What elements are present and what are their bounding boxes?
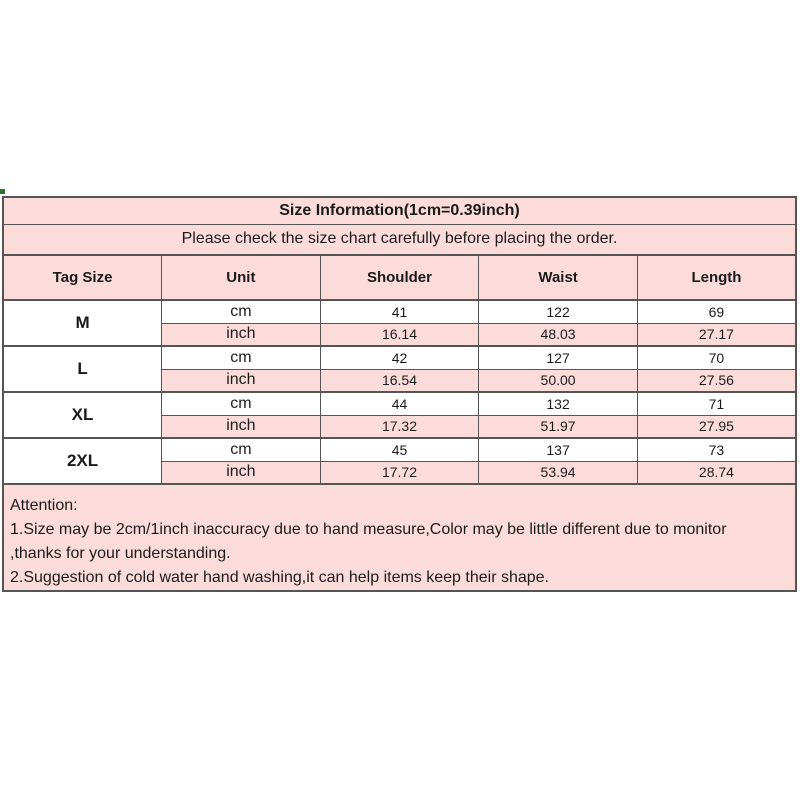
- m-cm-shoulder-value: 41: [320, 300, 479, 323]
- column-header-length: Length: [637, 255, 796, 300]
- 2xl-cm-waist-value: 137: [479, 438, 638, 461]
- l-inch-length-value: 27.56: [637, 369, 796, 392]
- tag-size-m-cell: M: [3, 300, 162, 346]
- l-inch-waist-value: 50.00: [479, 369, 638, 392]
- attention-line-1: 1.Size may be 2cm/1inch inaccuracy due to hand measure,Color may be little different due to monitor: [10, 521, 727, 538]
- attention-note: [2, 485, 797, 592]
- size-chart-title: Size Information(1cm=0.39inch): [3, 197, 796, 224]
- xl-inch-waist-value: 51.97: [479, 415, 638, 438]
- unit-inch-cell: inch: [162, 415, 321, 438]
- tag-size-xl-cell: XL: [3, 392, 162, 438]
- unit-cm-cell: cm: [162, 438, 321, 461]
- m-cm-length-value: 69: [637, 300, 796, 323]
- attention-heading: Attention:: [10, 497, 78, 514]
- unit-inch-cell: inch: [162, 461, 321, 484]
- unit-cm-cell: cm: [162, 300, 321, 323]
- unit-inch-cell: inch: [162, 323, 321, 346]
- table-row-2xl-cm: [3, 438, 796, 461]
- title-row: [3, 197, 796, 224]
- tag-size-l-cell: L: [3, 346, 162, 392]
- m-cm-waist-value: 122: [479, 300, 638, 323]
- table-row-l-cm: [3, 346, 796, 369]
- l-cm-waist-value: 127: [479, 346, 638, 369]
- l-cm-shoulder-value: 42: [320, 346, 479, 369]
- l-inch-shoulder-value: 16.54: [320, 369, 479, 392]
- m-inch-waist-value: 48.03: [479, 323, 638, 346]
- size-chart-subtitle: Please check the size chart carefully before placing the order.: [3, 224, 796, 255]
- unit-cm-cell: cm: [162, 392, 321, 415]
- 2xl-cm-shoulder-value: 45: [320, 438, 479, 461]
- size-chart-sheet: [2, 196, 797, 592]
- 2xl-cm-length-value: 73: [637, 438, 796, 461]
- tag-size-2xl-cell: 2XL: [3, 438, 162, 484]
- attention-line-2: ,thanks for your understanding.: [10, 545, 231, 562]
- unit-cm-cell: cm: [162, 346, 321, 369]
- column-header-waist: Waist: [479, 255, 638, 300]
- subtitle-row: [3, 224, 796, 255]
- 2xl-inch-length-value: 28.74: [637, 461, 796, 484]
- unit-inch-cell: inch: [162, 369, 321, 392]
- size-chart-table: [2, 196, 797, 485]
- column-header-row: [3, 255, 796, 300]
- column-header-unit: Unit: [162, 255, 321, 300]
- attention-line-3: 2.Suggestion of cold water hand washing,it can help items keep their shape.: [10, 569, 549, 586]
- table-row-m-cm: [3, 300, 796, 323]
- 2xl-inch-waist-value: 53.94: [479, 461, 638, 484]
- xl-inch-shoulder-value: 17.32: [320, 415, 479, 438]
- 2xl-inch-shoulder-value: 17.72: [320, 461, 479, 484]
- l-cm-length-value: 70: [637, 346, 796, 369]
- table-row-xl-cm: [3, 392, 796, 415]
- xl-cm-length-value: 71: [637, 392, 796, 415]
- m-inch-shoulder-value: 16.14: [320, 323, 479, 346]
- green-corner-mark: [0, 189, 5, 194]
- column-header-shoulder: Shoulder: [320, 255, 479, 300]
- m-inch-length-value: 27.17: [637, 323, 796, 346]
- xl-cm-shoulder-value: 44: [320, 392, 479, 415]
- column-header-tag-size: Tag Size: [3, 255, 162, 300]
- xl-cm-waist-value: 132: [479, 392, 638, 415]
- xl-inch-length-value: 27.95: [637, 415, 796, 438]
